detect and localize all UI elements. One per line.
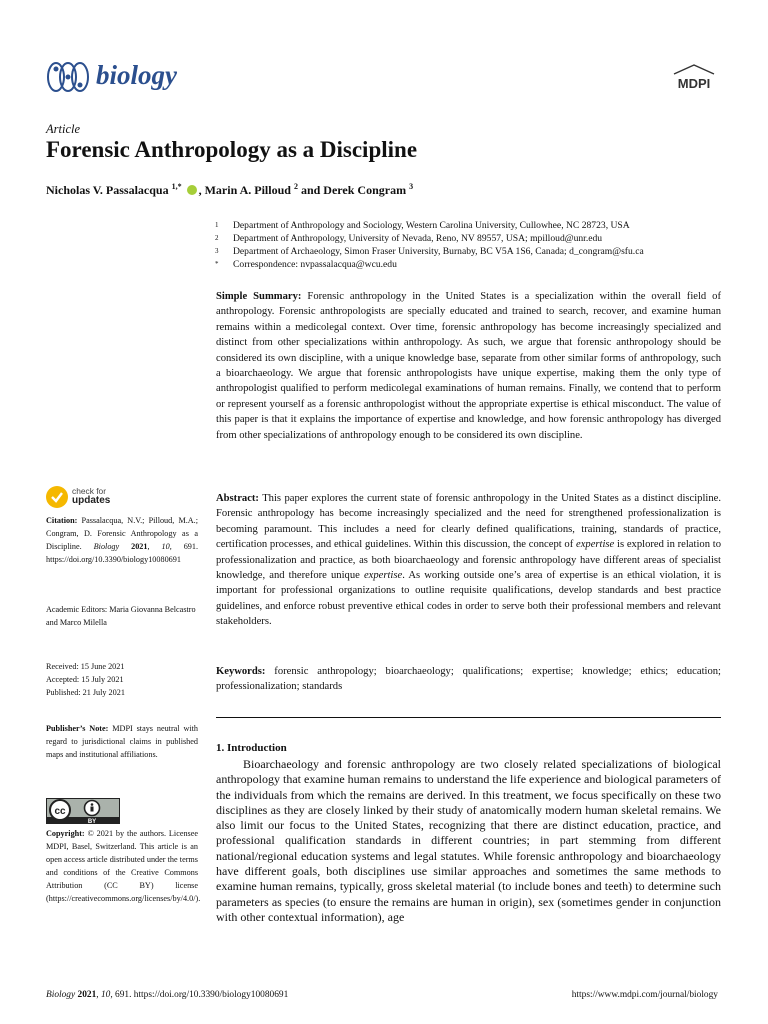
- citation-journal: Biology: [93, 542, 120, 552]
- journal-name: biology: [96, 60, 177, 90]
- affiliations: [215, 219, 644, 271]
- affiliation-text: Department of Anthropology and Sociology, Western Carolina University, Cullowhee, NC 28723, USA: [233, 220, 630, 231]
- citation: Citation: Passalacqua, N.V.; Pilloud, M.A.; Congram, D. Forensic Anthropology as a Discipline. Biology 2021, 10, 691. https://doi.org/10.3390/biology10080691: [46, 516, 199, 565]
- author-name[interactable]: Marin A. Pilloud: [204, 183, 291, 197]
- citation-label: Citation:: [46, 516, 78, 525]
- copyright: [46, 827, 201, 906]
- abstract-text: . As working outside one’s area of expertise is an ethical violation, it is important for professional organizations to outline requisite qualifications, develop standards and best practice guidelines, and enforce robust preventive ethical codes in order to serve both their professional members and relevant stakeholders.: [216, 570, 721, 628]
- keywords: [216, 664, 721, 695]
- author-separator: ,: [198, 183, 205, 197]
- affiliation-text: Department of Archaeology, Simon Fraser University, Burnaby, BC V5A 1S6, Canada; d_congram@sfu.ca: [233, 246, 644, 257]
- abstract-text: is explored in relation to professionalization and practice, as both bioarchaeology and forensic anthropology have different areas of specialist knowledge, and therefore unique: [216, 539, 721, 582]
- mdpi-logo-icon: [668, 64, 720, 94]
- check-updates-line: updates: [72, 495, 111, 506]
- abstract-label: Abstract:: [216, 493, 259, 504]
- author-affiliation-mark: 1,*: [171, 182, 182, 191]
- svg-text:cc: cc: [54, 806, 66, 817]
- correspondence-text: Correspondence: nvpassalacqua@wcu.edu: [233, 259, 397, 270]
- footer-journal-url[interactable]: https://www.mdpi.com/journal/biology: [571, 990, 718, 1000]
- paper-title: Forensic Anthropology as a Discipline: [46, 137, 418, 162]
- accepted-date: Accepted: 15 July 2021: [46, 675, 124, 685]
- simple-summary-text: Forensic anthropology in the United States is a specialization within the overall field of anthropology. Forensic anthropologists are specially educated and trained to search, recover, and examine human remains within a medicolegal context. Over time, forensic anthropology has become increasingly specialized and distinct from other specializations within anthropology. As such, we argue that forensic anthropology should be considered its own discipline, with a unique knowledge base, separate from other similar forms of anthropology, such a bioarchaeology. We argue that forensic anthropologists have unique expertise, making them the only type of anthropologist qualified to perform medicolegal examinations of human remains. Finally, we contend that to perform or represent yourself as a forensic anthropologist without the appropriate expertise is ethical misconduct. The value of this paper is that it explains the importance of expertise and knowledge, and how forensic anthropology has diverged from other specializations of anthropology enough to be considered its own discipline.: [216, 291, 722, 441]
- keywords-label: Keywords:: [216, 666, 266, 677]
- affiliation-mark: 1: [215, 221, 219, 229]
- footer-volume: 10: [100, 990, 111, 1000]
- affiliation-text: Department of Anthropology, University of Nevada, Reno, NV 89557, USA; mpilloud@unr.edu: [233, 233, 603, 244]
- affiliation-mark: 3: [215, 247, 219, 255]
- keywords-text: forensic anthropology; bioarchaeology; qualifications; expertise; knowledge; ethics; education; professionalization; standards: [216, 666, 722, 693]
- copyright-text: © 2021 by the authors. Licensee MDPI, Basel, Switzerland. This article is an open access article distributed under the terms and conditions of the Creative Commons Attribution (CC BY) license (https://creativecommons.org/licenses/by/4.0/).: [46, 829, 201, 904]
- check-updates-icon: [46, 486, 68, 508]
- affiliation-row: [215, 245, 644, 258]
- publisher-note: [46, 722, 198, 761]
- simple-summary: [216, 289, 721, 443]
- author-list: [46, 182, 413, 198]
- introduction-text: Bioarchaeology and forensic anthropology are two closely related specializations of biological anthropology that examine human remains to understand the life experience and biological parameters of the individuals from which the remains are derived. In this treatment, we focus specifically on these two disciplines as they are closely linked by their study of anatomically modern human skeletal remains. We also limit our focus to the United States, recognizing that there are distinct education, practice, and professional qualification standards in different countries; in part stemming from different national/regional education systems and legal statutes. While forensic anthropology and bioarchaeology have different goals, both disciplines use similar approaches and sometimes the same methods to examine human remains, typically, gross skeletal material (to include bones and teeth) to determine such parameters as species (to ensure the remains are human in origin), sex (sometimes gender in conjunction with other contextual information), age: [216, 757, 721, 924]
- abstract: [216, 491, 721, 630]
- footer-doi-link[interactable]: , 691. https://doi.org/10.3390/biology10080691: [110, 990, 289, 1000]
- footer-citation: Biology 2021, 10, 691. https://doi.org/10.3390/biology10080691: [46, 990, 289, 1000]
- footer-journal: Biology: [46, 990, 76, 1000]
- cc-by-label: BY: [87, 819, 97, 824]
- footer-year: 2021: [77, 990, 97, 1000]
- orcid-icon[interactable]: [187, 185, 197, 195]
- publisher-name: MDPI: [677, 76, 711, 91]
- publisher-note-text: MDPI stays neutral with regard to jurisdictional claims in published maps and institutional affiliations.: [46, 724, 199, 760]
- abstract-text: This paper explores the current state of forensic anthropology in the United States as a distinct discipline. Forensic anthropology has become increasingly specialized and the need for strengthened professionalization is becoming paramount. This includes a need for clearly defined qualifications, training, standards of practice, certification processes, and ethical guidelines. Within this discussion, the concept of: [216, 493, 721, 551]
- article-type: Article: [46, 122, 81, 136]
- published-date: Published: 21 July 2021: [46, 688, 125, 698]
- academic-editors: Academic Editors: Maria Giovanna Belcastro and Marco Milella: [46, 605, 196, 628]
- check-for-updates-button[interactable]: [46, 486, 146, 514]
- check-updates-line: check for: [72, 486, 106, 496]
- citation-doi-link[interactable]: , 691. https://doi.org/10.3390/biology10080691: [46, 542, 199, 565]
- affiliation-mark: 2: [215, 234, 219, 242]
- section-divider: [216, 717, 721, 718]
- publication-dates: [46, 660, 198, 699]
- simple-summary-label: Simple Summary:: [216, 291, 302, 302]
- citation-volume: 10: [161, 542, 170, 552]
- cc-by-license-icon[interactable]: [46, 798, 120, 824]
- author-separator: and: [297, 183, 324, 197]
- check-updates-label: [72, 487, 110, 505]
- affiliation-row: [215, 232, 644, 245]
- received-date: Received: 15 June 2021: [46, 662, 125, 671]
- publisher-note-label: Publisher’s Note:: [46, 724, 109, 733]
- affiliation-row: [215, 219, 644, 232]
- citation-year: 2021: [131, 542, 148, 552]
- copyright-label: Copyright:: [46, 829, 85, 838]
- author-affiliation-mark: 2: [293, 182, 298, 191]
- affiliation-mark: *: [215, 260, 219, 268]
- abstract-emphasis: expertise: [576, 539, 615, 551]
- journal-logo-icon: [46, 57, 90, 97]
- affiliation-row: [215, 258, 644, 271]
- abstract-emphasis: expertise: [363, 570, 403, 582]
- author-name[interactable]: Nicholas V. Passalacqua: [46, 183, 169, 197]
- author-name[interactable]: Derek Congram: [323, 183, 407, 197]
- citation-text: Passalacqua, N.V.; Pilloud, M.A.; Congram, D. Forensic Anthropology as a Discipline.: [46, 516, 199, 552]
- section-heading: 1. Introduction: [216, 742, 287, 754]
- author-affiliation-mark: 3: [409, 182, 414, 191]
